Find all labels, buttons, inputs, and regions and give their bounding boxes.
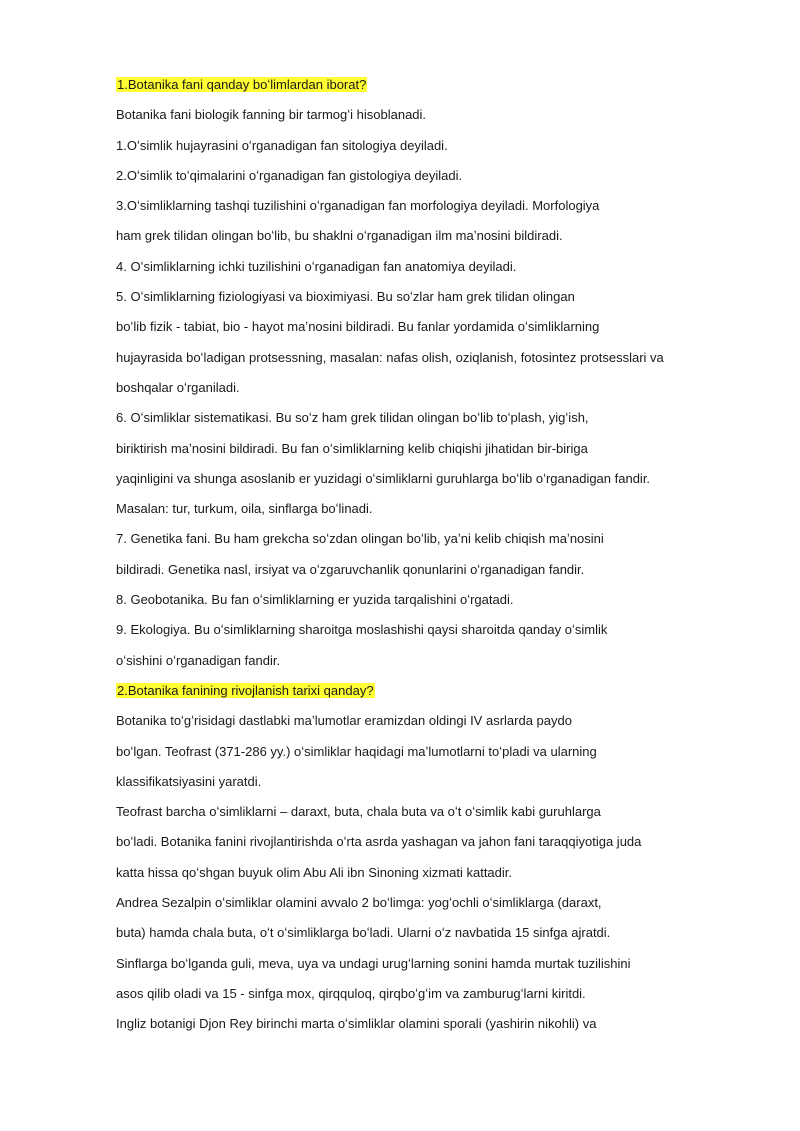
paragraph-line: oʻsishini oʻrganadigan fandir. xyxy=(116,652,281,668)
paragraph-line: boʻladi. Botanika fanini rivojlantirishda oʻrta asrda yashagan va jahon fani taraqqiyotiga juda xyxy=(116,834,642,850)
paragraph-line: 9. Ekologiya. Bu oʻsimliklarning sharoitga moslashishi qaysi sharoitda qanday oʻsimlik xyxy=(116,622,608,638)
paragraph-line: 4. Oʻsimliklarning ichki tuzilishini oʻrganadigan fan anatomiya deyiladi. xyxy=(116,258,517,274)
paragraph-line: hujayrasida boʻladigan protsessning, masalan: nafas olish, oziqlanish, fotosintez protsesslari va xyxy=(116,349,664,365)
section-heading xyxy=(116,680,716,710)
paragraph-line: Andrea Sezalpin oʻsimliklar olamini avvalo 2 boʻlimga: yogʻochli oʻsimliklarga (daraxt, xyxy=(116,895,602,911)
paragraph-line: 5. Oʻsimliklarning fiziologiyasi va bioximiyasi. Bu soʻzlar ham grek tilidan olingan xyxy=(116,289,575,305)
paragraph-line: buta) hamda chala buta, oʻt oʻsimliklarga boʻladi. Ularni oʻz navbatida 15 sinfga ajratdi. xyxy=(116,925,611,941)
paragraph-line: asos qilib oladi va 15 - sinfga mox, qirqquloq, qirqboʻgʻim va zamburugʻlarni kiritdi. xyxy=(116,985,586,1001)
paragraph-line: 1.Oʻsimlik hujayrasini oʻrganadigan fan sitologiya deyiladi. xyxy=(116,137,448,153)
paragraph-line: ham grek tilidan olingan boʻlib, bu shaklni oʻrganadigan ilm maʼnosini bildiradi. xyxy=(116,228,563,244)
paragraph-line: Masalan: tur, turkum, oila, sinflarga boʻlinadi. xyxy=(116,501,373,517)
paragraph-line: Teofrast barcha oʻsimliklarni – daraxt, buta, chala buta va oʻt oʻsimlik kabi guruhlarga xyxy=(116,804,601,820)
document-body xyxy=(116,74,716,1044)
paragraph-line: boʻlgan. Teofrast (371-286 yy.) oʻsimliklar haqidagi maʼlumotlarni toʻpladi va ularning xyxy=(116,743,597,759)
paragraph-line: katta hissa qoʻshgan buyuk olim Abu Ali ibn Sinoning xizmati kattadir. xyxy=(116,864,513,880)
paragraph-line: 2.Oʻsimlik toʻqimalarini oʻrganadigan fan gistologiya deyiladi. xyxy=(116,167,463,183)
paragraph-line: 8. Geobotanika. Bu fan oʻsimliklarning er yuzida tarqalishini oʻrgatadi. xyxy=(116,592,514,608)
paragraph-line: klassifikatsiyasini yaratdi. xyxy=(116,773,262,789)
paragraph-line: boshqalar oʻrganiladi. xyxy=(116,379,240,395)
highlighted-heading-text: 1.Botanika fani qanday boʻlimlardan iborat? xyxy=(117,77,367,92)
paragraph-line: Sinflarga boʻlganda guli, meva, uya va undagi urugʻlarning sonini hamda murtak tuzilishini xyxy=(116,955,631,971)
paragraph-line: Ingliz botanigi Djon Rey birinchi marta oʻsimliklar olamini sporali (yashirin nikohli) va xyxy=(116,1016,597,1032)
paragraph-line: biriktirish maʼnosini bildiradi. Bu fan oʻsimliklarning kelib chiqishi jihatidan bir-biriga xyxy=(116,440,588,456)
paragraph-line: Botanika fani biologik fanning bir tarmogʻi hisoblanadi. xyxy=(116,107,427,123)
paragraph-line: boʻlib fizik - tabiat, bio - hayot maʼnosini bildiradi. Bu fanlar yordamida oʻsimliklarning xyxy=(116,319,600,335)
paragraph-line: bildiradi. Genetika nasl, irsiyat va oʻzgaruvchanlik qonunlarini oʻrganadigan fandir. xyxy=(116,561,585,577)
paragraph-line: Botanika toʻgʻrisidagi dastlabki maʼlumotlar eramizdan oldingi IV asrlarda paydo xyxy=(116,713,572,729)
paragraph-line: 6. Oʻsimliklar sistematikasi. Bu soʻz ham grek tilidan olingan boʻlib toʻplash, yigʻish, xyxy=(116,410,589,426)
section-heading xyxy=(116,74,716,104)
paragraph-line: 7. Genetika fani. Bu ham grekcha soʻzdan olingan boʻlib, yaʼni kelib chiqish maʼnosini xyxy=(116,531,604,547)
highlighted-heading-text: 2.Botanika fanining rivojlanish tarixi qanday? xyxy=(117,682,374,698)
paragraph-line: 3.Oʻsimliklarning tashqi tuzilishini oʻrganadigan fan morfologiya deyiladi. Morfologiya xyxy=(116,198,600,214)
paragraph-line: yaqinligini va shunga asoslanib er yuzidagi oʻsimliklarni guruhlarga boʻlib oʻrganadigan fandir. xyxy=(116,470,651,486)
